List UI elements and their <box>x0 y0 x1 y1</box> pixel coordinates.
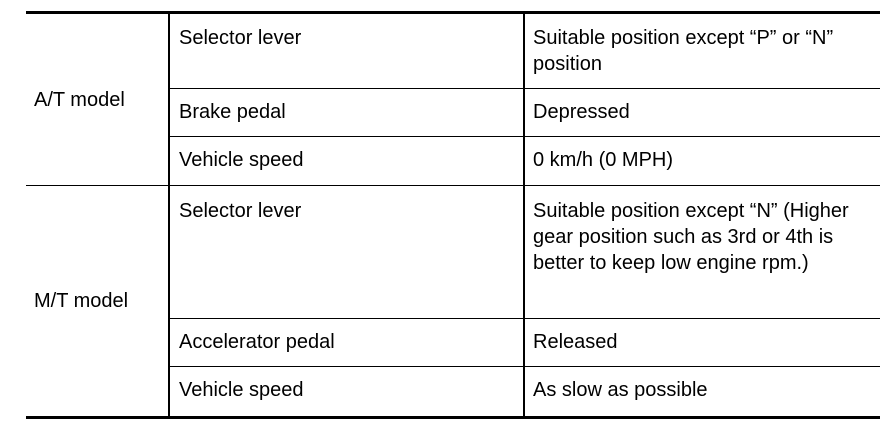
condition-cell: As slow as possible <box>524 367 880 418</box>
item-cell: Vehicle speed <box>169 367 524 418</box>
condition-cell: 0 km/h (0 MPH) <box>524 137 880 186</box>
condition-cell: Released <box>524 319 880 367</box>
condition-cell: Depressed <box>524 89 880 137</box>
conditions-table <box>26 11 880 419</box>
item-cell: Selector lever <box>169 186 524 319</box>
item-cell: Vehicle speed <box>169 137 524 186</box>
model-label-mt: M/T model <box>26 186 169 418</box>
item-cell: Selector lever <box>169 13 524 89</box>
condition-cell: Suitable position except “N” (Higher gear position such as 3rd or 4th is better to keep low engine rpm.) <box>524 186 880 319</box>
condition-cell: Suitable position except “P” or “N” position <box>533 27 834 75</box>
model-label-at: A/T model <box>26 13 169 186</box>
table-row <box>26 13 880 89</box>
item-cell: Accelerator pedal <box>169 319 524 367</box>
item-cell: Brake pedal <box>169 89 524 137</box>
table-row <box>26 186 880 319</box>
